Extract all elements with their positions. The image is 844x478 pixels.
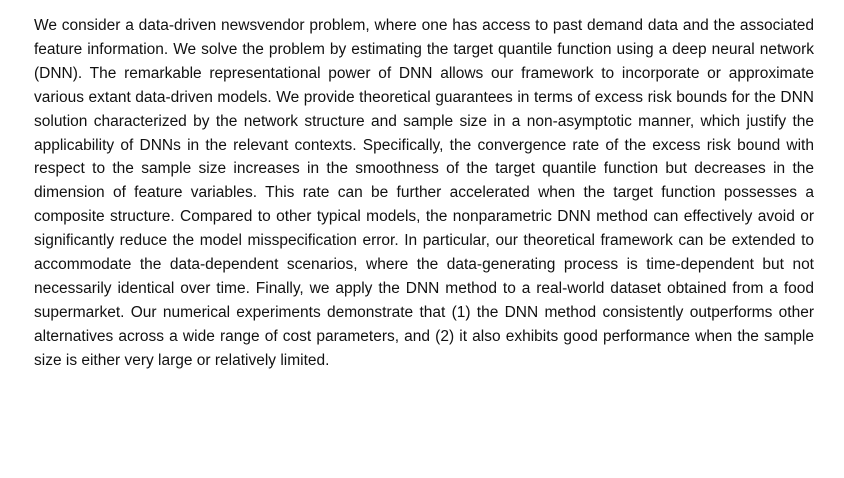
- abstract-paragraph: We consider a data-driven newsvendor problem, where one has access to past demand data and the associated feature information. We solve the problem by estimating the target quantile function using a deep neural network (DNN). The remarkable representational power of DNN allows our framework to incorporate or approximate various extant data-driven models. We provide theoretical guarantees in terms of excess risk bounds for the DNN solution characterized by the network structure and sample size in a non-asymptotic manner, which justify the applicability of DNNs in the relevant contexts. Specifically, the convergence rate of the excess risk bound with respect to the sample size increases in the smoothness of the target quantile function but decreases in the dimension of feature variables. This rate can be further accelerated when the target function possesses a composite structure. Compared to other typical models, the nonparametric DNN method can effectively avoid or significantly reduce the model misspecification error. In particular, our theoretical framework can be extended to accommodate the data-dependent scenarios, where the data-generating process is time-dependent but not necessarily identical over time. Finally, we apply the DNN method to a real-world dataset obtained from a food supermarket. Our numerical experiments demonstrate that (1) the DNN method consistently outperforms other alternatives across a wide range of cost parameters, and (2) it also exhibits good performance when the sample size is either very large or relatively limited.: [34, 17, 814, 369]
